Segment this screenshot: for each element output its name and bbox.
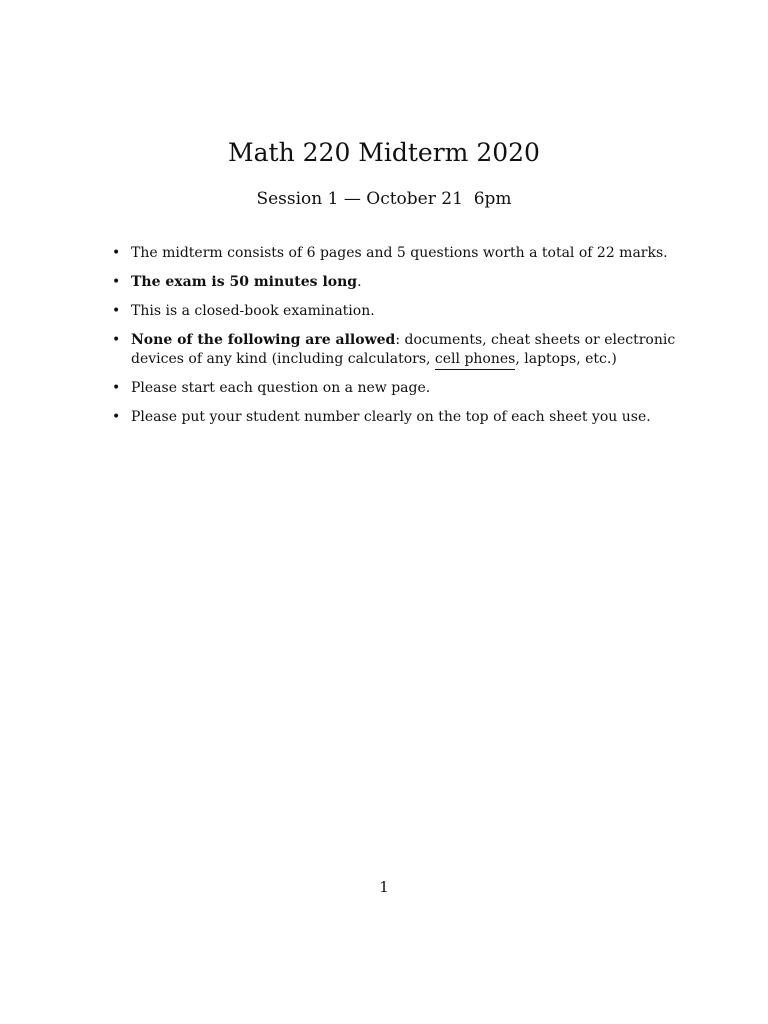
list-item — [110, 331, 710, 369]
list-item — [110, 379, 710, 398]
rule-text: The midterm consists of 6 pages and 5 questions worth a total of 22 marks. — [131, 245, 668, 261]
session-info: Session 1 — October 21 6pm — [256, 189, 512, 209]
bullet-icon: • — [112, 274, 121, 290]
rule-text: This is a closed-book examination. — [131, 303, 375, 319]
bullet-icon: • — [112, 380, 121, 396]
list-item — [110, 302, 710, 321]
bullet-icon: • — [112, 303, 121, 319]
rule-underlined-text: cell phones — [435, 351, 515, 370]
list-item — [110, 244, 710, 263]
page-number: 1 — [379, 878, 389, 896]
list-item — [110, 273, 710, 292]
bullet-icon: • — [112, 245, 121, 261]
list-item — [110, 408, 710, 427]
rule-bold-text: None of the following are allowed — [131, 332, 396, 348]
bullet-icon: • — [112, 332, 121, 348]
rule-bold-text: The exam is 50 minutes long — [131, 274, 358, 290]
exam-rules-list — [110, 244, 710, 437]
rule-text: . — [357, 274, 362, 290]
rule-text: : documents, cheat sheets or electronic devices of any kind (including calculators, — [131, 332, 676, 367]
rule-text: , laptops, etc.) — [515, 351, 617, 367]
rule-text: Please put your student number clearly on the top of each sheet you use. — [131, 409, 651, 425]
exam-title: Math 220 Midterm 2020 — [228, 138, 540, 167]
rule-text: Please start each question on a new page. — [131, 380, 431, 396]
bullet-icon: • — [112, 409, 121, 425]
